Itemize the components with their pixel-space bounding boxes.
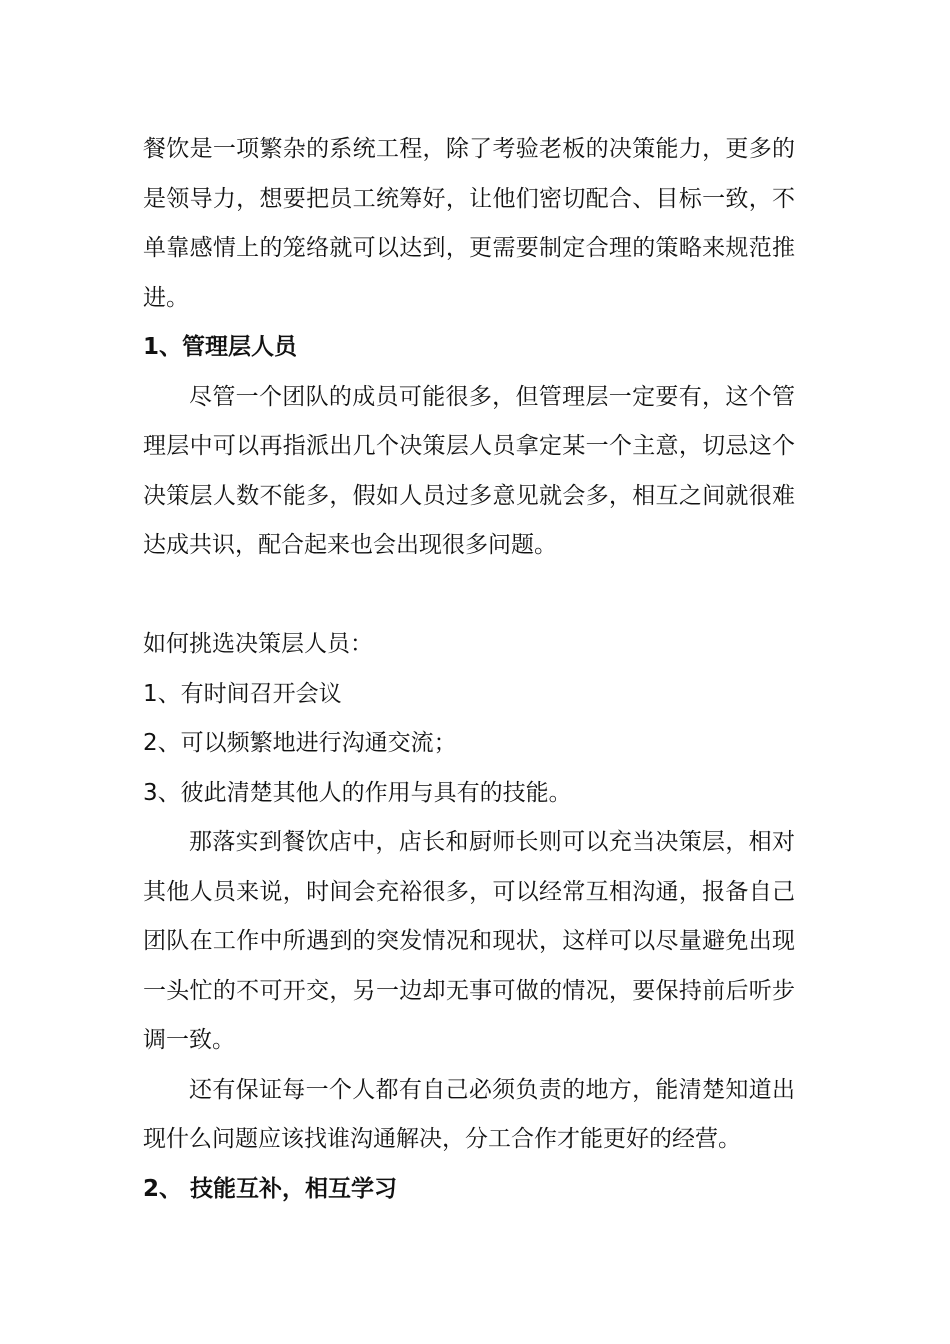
list-item: 1、有时间召开会议	[143, 680, 342, 707]
list-item: 3、彼此清楚其他人的作用与具有的技能。	[143, 779, 572, 806]
document-body	[143, 125, 795, 1214]
paragraph-responsibility: 还有保证每一个人都有自己必须负责的地方，能清楚知道出现什么问题应该找谁沟通解决，分工合作才能更好的经营。	[143, 1076, 795, 1152]
blank-line	[143, 571, 795, 621]
list-title: 如何挑选决策层人员：	[143, 631, 373, 657]
section-1-paragraph: 尽管一个团队的成员可能很多，但管理层一定要有，这个管理层中可以再指派出几个决策层人员拿定某一个主意，切忌这个决策层人数不能多，假如人员过多意见就会多，相互之间就很难达成共识，配合起来也会出现很多问题。	[143, 383, 795, 558]
section-2-heading: 2、 技能互补，相互学习	[143, 1175, 398, 1202]
list-item: 2、可以频繁地进行沟通交流；	[143, 730, 457, 756]
paragraph-decision-layer: 那落实到餐饮店中，店长和厨师长则可以充当决策层，相对其他人员来说，时间会充裕很多，可以经常互相沟通，报备自己团队在工作中所遇到的突发情况和现状，这样可以尽量避免出现一头忙的不可开交，另一边却无事可做的情况，要保持前后听步调一致。	[143, 829, 795, 1053]
intro-paragraph: 餐饮是一项繁杂的系统工程，除了考验老板的决策能力，更多的是领导力，想要把员工统筹好，让他们密切配合、目标一致，不单靠感情上的笼络就可以达到，更需要制定合理的策略来规范推进。	[143, 136, 795, 311]
section-1-heading: 1、管理层人员	[143, 334, 298, 360]
